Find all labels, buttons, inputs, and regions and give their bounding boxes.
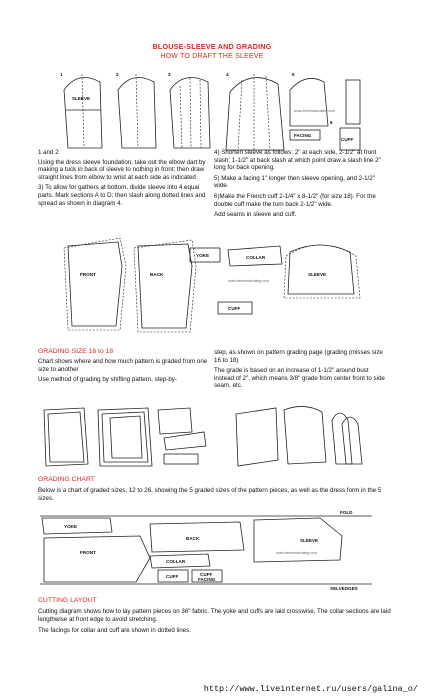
sleeve-label-1: SLEEVE — [72, 96, 91, 101]
front-label-2: FRONT — [80, 550, 96, 555]
collar-label-2: COLLAR — [166, 559, 186, 564]
cuff-label-2: CUFF — [228, 306, 241, 311]
instruction-step-title: 1 and 2 — [38, 149, 59, 156]
watermark-3: www.freehandcutting.com — [276, 551, 318, 555]
fold-label: FOLD — [340, 510, 353, 515]
step-number-2: 2 — [116, 72, 119, 77]
step-number-4: 4 — [226, 72, 229, 77]
facing-label-2: FACING — [198, 577, 216, 582]
page-subtitle: HOW TO DRAFT THE SLEEVE — [160, 53, 264, 60]
sleeve-label-3: SLEEVE — [300, 538, 319, 543]
facing-label: FACING — [294, 133, 312, 138]
graded-pieces-illustration — [40, 404, 370, 472]
page-title: BLOUSE-SLEEVE AND GRADING — [152, 42, 272, 51]
back-label-2: BACK — [186, 536, 200, 541]
watermark-1: www.freehandcutting.com — [294, 109, 336, 113]
grading-size-heading: GRADING SIZE 16 to 18 — [38, 348, 114, 355]
cuff-label-1: CUFF — [341, 137, 354, 142]
grading-chart-text: Below is a chart of graded sizes, 12 to 26, showing the 5 graded sizes of the pattern pieces, as well as the dress form in the 5 sizes. — [38, 487, 382, 502]
back-label-1: BACK — [150, 272, 164, 277]
instruction-step-1-2: Using the dress sleeve foundation, take out the elbow dart by making a tuck in back of sleeve to nothing in front; then draw straight lines from elbow to wrist at each side as indicated — [38, 158, 206, 181]
cutting-layout-text-1: Cutting diagram shows how to lay pattern pieces on 36" fabric. The yoke and cuffs are laid crosswise. The collar sections are laid lengthwise at front edge to avoid stretching. — [38, 608, 391, 623]
grading-pieces-diagram — [58, 236, 368, 332]
collar-label-1: COLLAR — [246, 255, 266, 260]
selvedges-label: SELVEDGES — [330, 586, 358, 591]
cuff-label-4: CUFF — [200, 572, 213, 577]
front-label-1: FRONT — [80, 272, 96, 277]
grading-size-text-3: step, as shown on pattern grading page (grading (misses size 16 to 18) — [214, 349, 383, 364]
cutting-layout-text-2: The facings for collar and cuff are shown in dotted lines. — [38, 627, 191, 635]
grading-chart-heading: GRADING CHART — [38, 476, 95, 483]
step-number-3: 3 — [168, 72, 171, 77]
yoke-label-1: YOKE — [196, 253, 210, 258]
instruction-seams: Add seams in sleeve and cuff. — [214, 211, 297, 219]
instruction-step-3: 3) To allow for gathers at bottom, divide sleeve into 4 equal parts. Mark sections A to D; then slash along dotted lines and spread as shown in diagram 4. — [38, 184, 206, 207]
grading-size-text-2: Use method of grading by shifting pattern, step-by- — [38, 376, 177, 384]
instruction-step-6: 6)Make the French cuff 2-1/4" x 8-1/2" (for size 18). For the double cuff make the turn back 2-1/2" wide. — [214, 192, 376, 208]
sleeve-label-2: SLEEVE — [308, 272, 327, 277]
step-number-6: 6 — [330, 120, 333, 125]
source-url: http://www.liveinternet.ru/users/galina_o/ — [203, 684, 418, 694]
step-number-5: 5 — [292, 72, 295, 77]
grading-size-text-4: The grade is based on an increase of 1-1/2" around bust instead of 2", which means 3/8" grade from center front to side seam, etc. — [214, 367, 385, 390]
step-number-1: 1 — [60, 72, 63, 77]
cuff-label-3: CUFF — [166, 574, 179, 579]
sleeve-draft-diagram — [54, 66, 374, 158]
yoke-label-2: YOKE — [64, 524, 78, 529]
watermark-2: www.freehandcutting.com — [228, 279, 270, 283]
cutting-layout-heading: CUTTING LAYOUT — [38, 597, 97, 604]
instruction-step-5: 5) Make a facing 1" longer then sleeve opening, and 2-1/2" wide. — [214, 174, 375, 190]
cutting-layout-diagram — [40, 510, 372, 590]
instruction-step-4: 4) Shorten sleeve as follows: 2" at each side, 2-1/2" at front slash; 1-1/2" at back slash at which point draw a slash line 2" long for back opening. — [214, 149, 381, 172]
grading-size-text-1: Chart shows where and how much pattern is graded from one size to another — [38, 358, 208, 373]
